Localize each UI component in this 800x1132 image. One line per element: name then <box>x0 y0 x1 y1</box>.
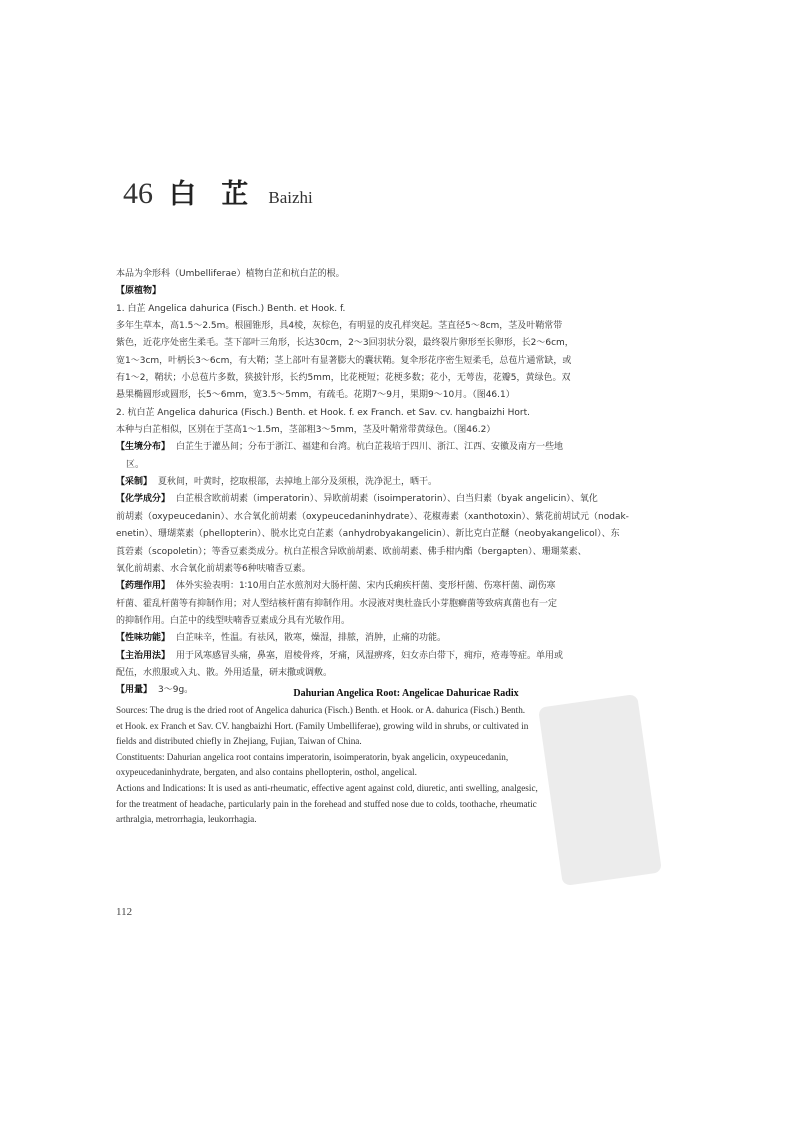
text-line <box>116 457 696 474</box>
section-tag: 【主治用法】 <box>116 650 171 661</box>
section-tag: 【性味功能】 <box>116 633 171 644</box>
line-text: 白芷生于灌丛间；分布于浙江、福建和台湾。杭白芷栽培于四川、浙江、江西、安徽及南方一些地 <box>176 442 564 453</box>
text-line <box>116 648 696 665</box>
text-line <box>116 509 696 526</box>
line-text: enetin）、珊瑚菜素（phellopterin）、脱水比克白芷素（anhydrobyakangelicin）、新比克白芷醚（neobyakangelicol）、东 <box>116 529 620 540</box>
text-line <box>116 335 696 352</box>
line-text: 3～9g。 <box>158 685 194 696</box>
text-line <box>116 405 696 422</box>
line-text: 氧化前胡素、水合氧化前胡素等6种呋喃香豆素。 <box>116 563 311 574</box>
line-text: 白芷根含欧前胡素（imperatorin）、异欧前胡素（isoimperatorin）、白当归素（byak angelicin）、氧化 <box>176 494 598 505</box>
english-summary <box>116 688 696 828</box>
section-tag: 【采制】 <box>116 477 153 488</box>
text-line <box>116 266 696 283</box>
line-text: 宽1～3cm，叶柄长3～6cm，有大鞘；茎上部叶有显著膨大的囊状鞘。复伞形花序密生短柔毛，总苞片通常缺，或 <box>116 355 572 366</box>
line-text: 杆菌、霍乱杆菌等有抑制作用；对人型结核杆菌有抑制作用。水浸液对奥杜盎氏小芽胞癣菌等致病真菌也有一定 <box>116 598 558 609</box>
line-text: 悬果椭圆形或圆形，长5～6mm，宽3.5～5mm，有疏毛。花期7～9月，果期9～10月。（图46.1） <box>116 390 515 401</box>
line-text: 区。 <box>126 459 145 470</box>
english-line: Sources: The drug is the dried root of Angelica dahurica (Fisch.) Benth. et Hook. or A. dahurica (Fisch.) Benth. <box>116 705 526 715</box>
line-text: 白芷味辛，性温。有祛风，散寒，燥湿，排脓，消肿，止痛的功能。 <box>176 633 447 644</box>
line-text: 本品为伞形科（Umbelliferae）植物白芷和杭白芷的根。 <box>116 269 345 279</box>
line-text: 前胡素（oxypeucedanin）、水合氧化前胡素（oxypeucedaninhydrate）、花椒毒素（xanthotoxin）、紫花前胡试元（nodak- <box>116 511 629 522</box>
entry-number: 46 <box>123 177 153 210</box>
section-tag: 【用量】 <box>116 685 153 696</box>
text-line <box>116 526 696 543</box>
english-line: Constituents: Dahurian angelica root contains imperatorin, isoimperatorin, byak angelicin, oxypeucedanin, <box>116 751 509 762</box>
section-tag: 【药理作用】 <box>116 581 171 592</box>
text-line <box>116 613 696 630</box>
line-text: 1. 白芷 Angelica dahurica (Fisch.) Benth. et Hook. f. <box>116 303 346 314</box>
text-line <box>116 665 696 682</box>
english-line: oxypeucedaninhydrate, bergaten, and also contains phellopterin, osthol, angelical. <box>116 767 417 778</box>
text-line <box>116 491 696 508</box>
text-line <box>116 439 696 456</box>
text-line <box>116 387 696 404</box>
line-text: 用于风寒感冒头痛，鼻塞，眉棱骨疼，牙痛，风湿痹疼，妇女赤白带下，痈疖，疮毒等症。单用或 <box>176 650 564 661</box>
page-number: 112 <box>116 906 133 918</box>
entry-title-chinese: 白 芷 <box>169 179 257 210</box>
text-line <box>116 561 696 578</box>
text-line <box>116 544 696 561</box>
english-line: arthralgia, metrorrhagia, leukorrhagia. <box>116 814 257 825</box>
line-text: 的抑制作用。白芷中的线型呋喃香豆素成分具有光敏作用。 <box>116 615 351 626</box>
text-line <box>116 318 696 335</box>
section-tag: 【化学成分】 <box>116 494 171 505</box>
english-paragraphs <box>116 703 696 828</box>
text-line <box>116 578 696 595</box>
section-tag: 【生境分布】 <box>116 442 171 453</box>
chinese-description <box>116 266 696 700</box>
text-line <box>116 283 696 300</box>
text-line <box>116 370 696 387</box>
line-text: 体外实验表明：1∶10用白芷水煎剂对大肠杆菌、宋内氏痢疾杆菌、变形杆菌、伤寒杆菌、副伤寒 <box>176 581 556 592</box>
line-text: 配伍，水煎服或入丸、散。外用适量，研末撒或调敷。 <box>116 667 333 678</box>
line-text: 夏秋间，叶黄时，挖取根部，去掉地上部分及须根，洗净泥土，晒干。 <box>158 477 438 488</box>
text-line <box>116 301 696 318</box>
line-text: 有1～2，鞘状；小总苞片多数，狭披针形，长约5mm，比花梗短；花梗多数；花小，无萼齿，花瓣5，黄绿色。双 <box>116 373 571 384</box>
english-line: et Hook. ex Franch et Sav. CV. hangbaizhi Hort. (Family Umbelliferae), growing wild in shrubs, or cultivated in <box>116 720 529 731</box>
text-line <box>116 353 696 370</box>
text-line <box>116 474 696 491</box>
text-line <box>116 422 696 439</box>
section-tag: 【原植物】 <box>116 286 162 297</box>
entry-title-pinyin: Baizhi <box>268 188 313 207</box>
line-text: 2. 杭白芷 Angelica dahurica (Fisch.) Benth. et Hook. f. ex Franch. et Sav. cv. hangbaizhi Hort. <box>116 407 530 418</box>
line-text: 莨菪素（scopoletin）；等香豆素类成分。杭白芷根含异欧前胡素、欧前胡素、佛手柑内酯（bergapten）、珊瑚菜素、 <box>116 546 587 557</box>
line-text: 本种与白芷相似，区别在于茎高1～1.5m，茎部粗3～5mm，茎及叶鞘常带黄绿色。（图46.2） <box>116 425 496 436</box>
line-text: 紫色，近花序处密生柔毛。茎下部叶三角形，长达30cm，2～3回羽状分裂，最终裂片卵形至长卵形，长2～6cm， <box>116 338 574 349</box>
text-line <box>116 596 696 613</box>
entry-heading <box>123 172 313 211</box>
english-line: for the treatment of headache, particularly pain in the forehead and stuffed nose due to colds, toothache, rheumatic <box>116 798 537 809</box>
english-line: Actions and Indications: It is used as anti-rheumatic, effective agent against cold, diuretic, anti swelling, analgesic, <box>116 782 538 793</box>
text-line <box>116 630 696 647</box>
english-line: fields and distributed chiefly in Zhejiang, Fujian, Taiwan of China. <box>116 736 362 747</box>
line-text: 多年生草本，高1.5～2.5m。根圆锥形，具4棱，灰棕色，有明显的皮孔样突起。茎直径5～8cm，茎及叶鞘常带 <box>116 321 563 332</box>
english-title: Dahurian Angelica Root: Angelicae Dahuricae Radix <box>293 688 519 699</box>
